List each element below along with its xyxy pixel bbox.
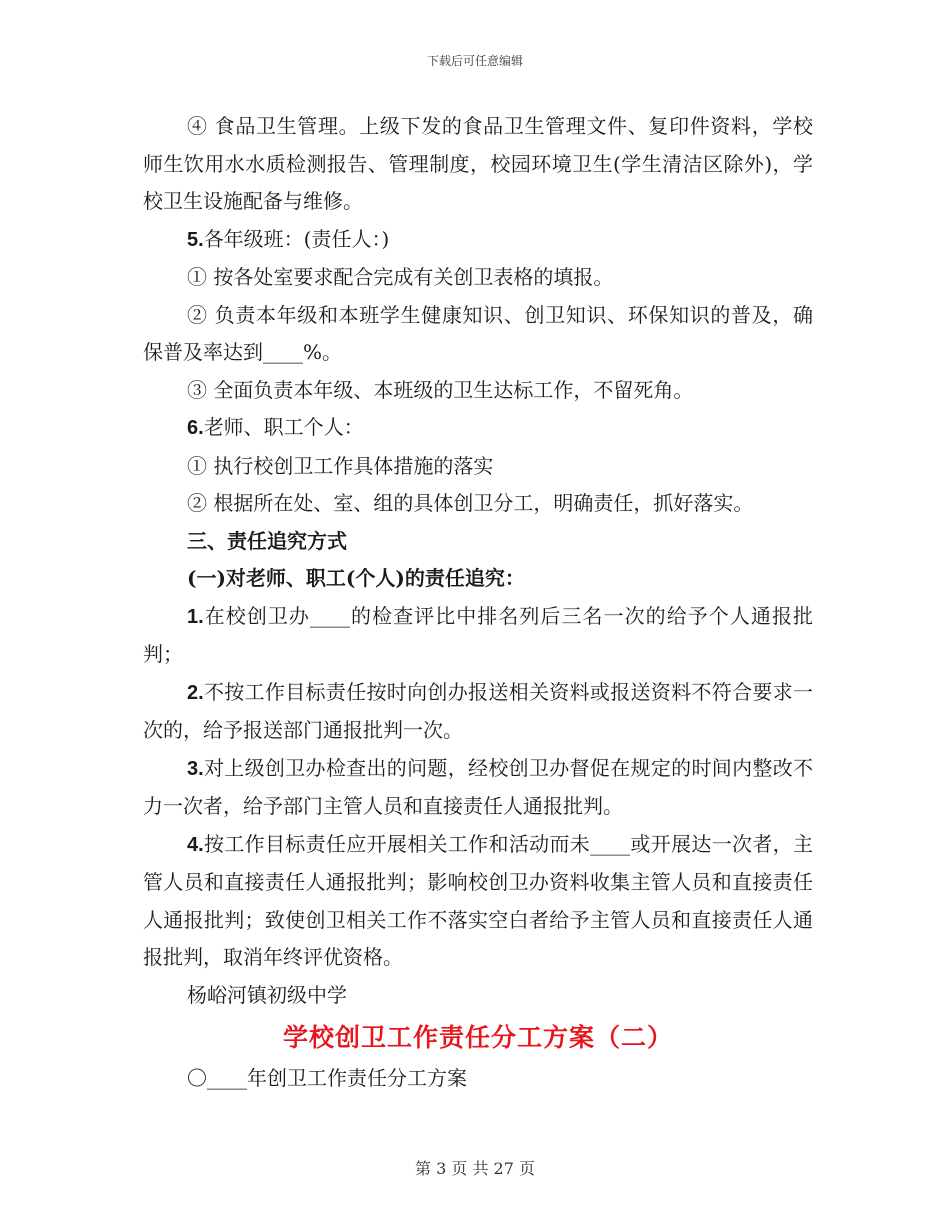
item-number: 4.: [187, 833, 204, 856]
item-number: 3.: [187, 757, 204, 780]
page-footer: 第 3 页 共 27 页: [415, 1159, 535, 1178]
section-heading: 三、责任追究方式: [187, 528, 347, 553]
section-title: 学校创卫工作责任分工方案（二）: [282, 1023, 673, 1052]
item-number: 5.: [187, 228, 204, 251]
plan-title-line: 〇____年创卫工作责任分工方案: [187, 1066, 467, 1090]
item-number: 1.: [187, 605, 204, 628]
paragraph-accountability-1: [143, 598, 813, 674]
paragraph-item-3: ③ 全面负责本年级、本班级的卫生达标工作，不留死角。: [187, 377, 694, 402]
paragraph-accountability-3: [143, 750, 813, 826]
paragraph-item-1: ① 执行校创卫工作具体措施的落实: [187, 453, 494, 478]
paragraph-accountability-2: [143, 674, 813, 750]
paragraph-text: 在校创卫办____的检查评比中排名列后三名一次的给予个人通报批判；: [143, 603, 813, 666]
paragraph-item-1: ① 按各处室要求配合完成有关创卫表格的填报。: [187, 265, 614, 289]
paragraph-text: 不按工作目标责任按时向创办报送相关资料或报送资料不符合要求一次的，给予报送部门通报批判一次。: [143, 679, 813, 742]
paragraph-text: 按工作目标责任应开展相关工作和活动而未____或开展达一次者，主管人员和直接责任人通报批判；影响校创卫办资料收集主管人员和直接责任人通报批判；致使创卫相关工作不落实空白者给予主管人员和直接责任人通报批判，取消年终评优资格。: [143, 831, 813, 969]
paragraph-text: 老师、职工个人：: [203, 415, 364, 439]
paragraph-grade-classes: [143, 221, 813, 260]
signature-school: 杨峪河镇初级中学: [187, 982, 347, 1007]
paragraph-item-2: ② 负责本年级和本班学生健康知识、创卫知识、环保知识的普及，确保普及率达到____%。: [143, 302, 813, 364]
paragraph-item-2: ② 根据所在处、室、组的具体创卫分工，明确责任，抓好落实。: [187, 491, 754, 515]
document-body: [143, 108, 813, 1098]
page-header: 下载后可任意编辑: [426, 54, 523, 68]
item-number: 6.: [187, 417, 204, 439]
paragraph-food-hygiene: ④ 食品卫生管理。上级下发的食品卫生管理文件、复印件资料，学校师生饮用水水质检测报告、管理制度，校园环境卫生(学生清洁区除外)，学校卫生设施配备与维修。: [143, 114, 813, 213]
paragraph-text: 各年级班：(责任人：): [203, 226, 390, 251]
paragraph-teachers: [143, 409, 813, 448]
paragraph-accountability-4: [143, 826, 813, 977]
subsection-heading: (一)对老师、职工(个人)的责任追究：: [187, 566, 525, 590]
paragraph-text: 对上级创卫办检查出的问题，经校创卫办督促在规定的时间内整改不力一次者，给予部门主管人员和直接责任人通报批判。: [143, 755, 813, 818]
item-number: 2.: [187, 681, 204, 704]
